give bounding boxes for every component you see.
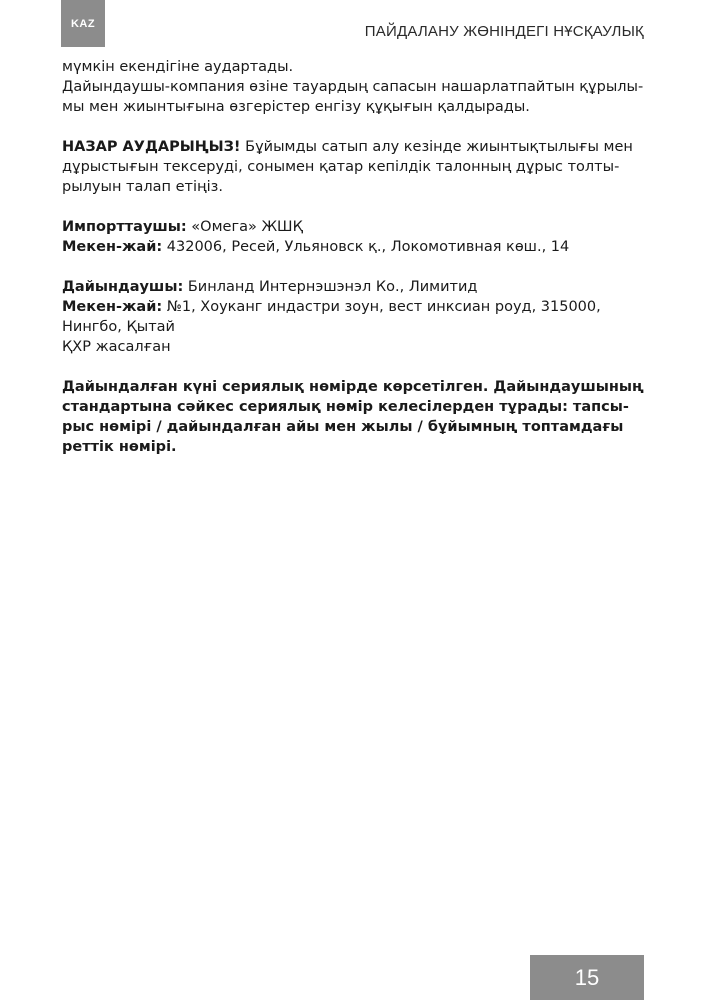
made-in-line: ҚХР жасалған	[62, 339, 171, 355]
serial-line: стандартына сәйкес сериялық нөмір келесілерден тұрады: тапсы-	[62, 399, 629, 415]
serial-line: рыс нөмірі / дайындалған айы мен жылы / бұйымның топтамдағы	[62, 419, 624, 435]
manufacturer-address-label: Мекен-жай:	[62, 299, 163, 315]
manufacturer-line	[62, 277, 644, 297]
manufacturer-value: Бинланд Интернэшэнэл Ко., Лимитид	[183, 279, 478, 295]
body-line: мы мен жиынтығына өзгерістер енгізу құқығын қалдырады.	[62, 99, 530, 115]
serial-line: реттік нөмірі.	[62, 439, 177, 455]
body-line: Дайындаушы-компания өзіне тауардың сапасын нашарлатпайтын құрылы-	[62, 79, 644, 95]
page-number: 15	[530, 955, 644, 1000]
manufacturer-address-line2: Нингбо, Қытай	[62, 319, 175, 335]
attention-label: НАЗАР АУДАРЫҢЫЗ!	[62, 139, 241, 155]
importer-line	[62, 217, 644, 237]
importer-address-line	[62, 237, 644, 257]
attention-line: рылуын талап етіңіз.	[62, 179, 223, 195]
attention-paragraph	[62, 137, 644, 157]
importer-address-label: Мекен-жай:	[62, 239, 163, 255]
body-line: мүмкін екендігіне аудартады.	[62, 59, 294, 75]
manufacturer-address-value: №1, Хоуканг индастри зоун, вест инксиан роуд, 315000,	[162, 299, 601, 315]
importer-value: «Омега» ЖШҚ	[186, 219, 303, 235]
header-title: ПАЙДАЛАНУ ЖӨНІНДЕГІ НҰСҚАУЛЫҚ	[364, 23, 644, 40]
language-tab: KAZ	[61, 0, 105, 47]
manufacturer-label: Дайындаушы:	[62, 279, 184, 295]
page-content	[62, 57, 644, 457]
attention-line: дұрыстығын тексеруді, сонымен қатар кепілдік талонның дұрыс толты-	[62, 159, 620, 175]
attention-text: Бұйымды сатып алу кезінде жиынтықтылығы мен	[240, 139, 633, 155]
manufacturer-address-line	[62, 297, 644, 317]
importer-address-value: 432006, Ресей, Ульяновск қ., Локомотивная көш., 14	[162, 239, 570, 255]
importer-label: Импорттаушы:	[62, 219, 187, 235]
serial-line: Дайындалған күні сериялық нөмірде көрсетілген. Дайындаушының	[62, 379, 644, 395]
